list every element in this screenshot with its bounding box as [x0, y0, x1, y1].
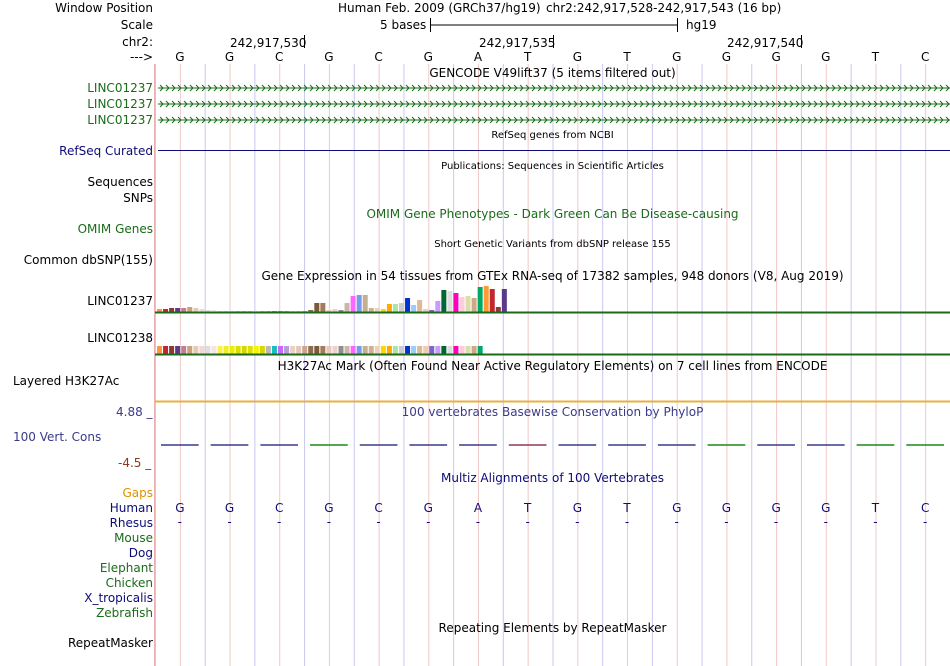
- gtex-gene-1-bar: [490, 289, 495, 312]
- sequence-base: C: [374, 50, 383, 64]
- multiz-gaps-label[interactable]: Gaps: [122, 486, 153, 500]
- human-base: G: [175, 501, 185, 515]
- species-dog-label[interactable]: Dog: [128, 546, 153, 560]
- gtex-gene-2-bar: [193, 346, 198, 354]
- rhesus-base: -: [922, 515, 928, 529]
- gtex-gene-2-bar: [387, 346, 392, 354]
- db-text: hg19: [686, 18, 717, 32]
- publications-label-snps[interactable]: SNPs: [123, 191, 153, 205]
- gtex-gene-1-bar: [472, 298, 477, 312]
- h3k27ac-track-title[interactable]: H3K27Ac Mark (Often Found Near Active Regulatory Elements) on 7 cell lines from ENCODE: [277, 359, 828, 373]
- gtex-gene-2-bar: [393, 346, 398, 354]
- refseq-label[interactable]: RefSeq Curated: [59, 144, 153, 158]
- species-xtropicalis-label[interactable]: X_tropicalis: [84, 591, 153, 605]
- gtex-gene-1-bar: [320, 303, 325, 312]
- h3k27ac-label[interactable]: Layered H3K27Ac: [13, 374, 120, 388]
- gtex-gene-2-bar: [218, 346, 223, 354]
- omim-label[interactable]: OMIM Genes: [77, 222, 153, 236]
- gtex-gene-1-bar: [393, 304, 398, 312]
- sequence-base: C: [275, 50, 284, 64]
- gtex-gene-2-bar: [314, 346, 319, 354]
- gencode-item-3[interactable]: LINC01237: [87, 113, 153, 127]
- sequence-base: G: [175, 50, 185, 64]
- rhesus-base: -: [773, 515, 779, 529]
- window-position-label: Window Position: [55, 1, 153, 15]
- gtex-gene-1-bar: [187, 307, 192, 312]
- rhesus-base: -: [177, 515, 183, 529]
- human-base: G: [324, 501, 334, 515]
- gtex-gene-2-bar: [411, 346, 416, 354]
- gtex-gene-2-bar: [351, 346, 356, 354]
- gtex-gene-1-bar: [484, 286, 489, 312]
- sequence-base: G: [672, 50, 682, 64]
- gtex-gene-2-bar: [187, 346, 192, 354]
- gtex-gene-1-bar: [181, 308, 186, 312]
- gtex-gene-2-bar: [441, 346, 446, 354]
- gtex-gene-2-bar: [375, 346, 380, 354]
- gtex-gene-2-bar: [417, 346, 422, 354]
- position-text[interactable]: chr2:242,917,528-242,917,543 (16 bp): [546, 1, 782, 15]
- gtex-gene-2-bar: [272, 346, 277, 354]
- gtex-gene-2-bar: [429, 346, 434, 354]
- coord-label-3: 242,917,540: [727, 36, 804, 50]
- gtex-gene-1-bar: [435, 301, 440, 312]
- gtex-gene-1-bar: [387, 304, 392, 312]
- scale-label: Scale: [120, 18, 153, 32]
- human-base: C: [275, 501, 284, 515]
- sequence-base: C: [920, 50, 930, 64]
- rhesus-base: -: [724, 515, 729, 529]
- sequence-base: G: [771, 50, 781, 64]
- dbsnp-label[interactable]: Common dbSNP(155): [23, 253, 153, 267]
- gtex-gene-1-bar: [314, 303, 319, 312]
- gtex-gene-2-bar: [381, 346, 386, 354]
- dbsnp-track-title[interactable]: Short Genetic Variants from dbSNP release 155: [434, 239, 671, 250]
- gtex-gene-1-bar: [369, 308, 374, 312]
- human-base: C: [374, 501, 383, 515]
- gtex-gene-2-bar: [423, 346, 428, 354]
- sequence-base: G: [324, 50, 334, 64]
- gtex-gene-2-bar: [332, 346, 337, 354]
- gtex-gene-1-bar: [345, 303, 350, 312]
- gtex-gene-2-bar: [296, 346, 301, 354]
- gtex-gene-1-bar: [478, 287, 483, 312]
- rhesus-base: -: [525, 515, 530, 529]
- gtex-gene-1-bar: [502, 289, 507, 312]
- gtex-gene-2-label[interactable]: LINC01238: [87, 331, 153, 345]
- species-human-label[interactable]: Human: [109, 501, 153, 515]
- gtex-gene-2-bar: [345, 346, 350, 354]
- sequence-base: T: [871, 50, 880, 64]
- gtex-gene-2-bar: [399, 346, 404, 354]
- species-chicken-label[interactable]: Chicken: [105, 576, 153, 590]
- species-rhesus-label[interactable]: Rhesus: [109, 516, 153, 530]
- gtex-gene-1-bar: [399, 303, 404, 312]
- sequence-base: G: [721, 50, 732, 64]
- rhesus-base: -: [475, 515, 481, 529]
- gtex-gene-1-bar: [169, 308, 174, 312]
- gtex-gene-2-bar: [363, 346, 368, 354]
- sequence-base: G: [423, 50, 433, 64]
- gtex-gene-1-bar: [351, 296, 356, 312]
- gtex-gene-1-bar: [496, 307, 501, 312]
- sequence-base: A: [473, 50, 483, 64]
- gtex-gene-1-bar: [363, 295, 368, 312]
- species-mouse-label[interactable]: Mouse: [114, 531, 153, 545]
- gtex-gene-2-bar: [478, 346, 483, 354]
- phylop-label[interactable]: 100 Vert. Cons: [13, 430, 102, 444]
- gtex-gene-1-bar: [357, 295, 362, 312]
- phylop-min-label: -4.5 _: [118, 456, 152, 470]
- gtex-gene-1-bar: [453, 293, 458, 312]
- gtex-gene-2-bar: [230, 346, 235, 354]
- gencode-item-2[interactable]: LINC01237: [87, 97, 153, 111]
- gtex-gene-1-bar: [375, 308, 380, 312]
- rhesus-base: -: [873, 515, 878, 529]
- rhesus-base: -: [376, 515, 381, 529]
- coord-label-1: 242,917,530: [230, 36, 307, 50]
- omim-track-title[interactable]: OMIM Gene Phenotypes - Dark Green Can Be Disease-causing: [366, 207, 739, 221]
- gtex-gene-2-bar: [242, 346, 247, 354]
- gtex-gene-2-bar: [326, 346, 331, 354]
- rhesus-base: -: [823, 515, 828, 529]
- human-base: G: [672, 501, 682, 515]
- gtex-gene-2-bar: [369, 346, 374, 354]
- human-base: A: [473, 501, 483, 515]
- gtex-gene-2-bar: [266, 346, 271, 354]
- gtex-gene-1-label[interactable]: LINC01237: [87, 294, 153, 308]
- gtex-gene-1-bar: [466, 296, 471, 312]
- gtex-gene-2-bar: [308, 346, 313, 354]
- gtex-gene-2-bar: [466, 346, 471, 354]
- gtex-gene-1-bar: [460, 297, 465, 312]
- publications-label-sequences[interactable]: Sequences: [87, 175, 153, 189]
- refseq-track-title[interactable]: RefSeq genes from NCBI: [491, 130, 614, 141]
- human-base: G: [572, 501, 582, 515]
- gtex-gene-2-bar: [260, 346, 265, 354]
- species-elephant-label[interactable]: Elephant: [99, 561, 153, 575]
- phylop-max-label: 4.88 _: [116, 405, 153, 419]
- rhesus-base: -: [624, 515, 630, 529]
- gtex-gene-2-bar: [460, 346, 465, 354]
- gtex-gene-1-bar: [175, 308, 180, 312]
- gtex-gene-2-bar: [435, 346, 440, 354]
- sequence-base: T: [623, 50, 631, 64]
- gtex-gene-1-bar: [417, 300, 422, 312]
- gtex-gene-2-bar: [199, 346, 204, 354]
- chrom-label: chr2:: [122, 35, 153, 49]
- sequence-base: G: [224, 50, 235, 64]
- gtex-gene-1-bar: [441, 290, 446, 312]
- gtex-gene-2-bar: [357, 346, 362, 354]
- gtex-track-title[interactable]: Gene Expression in 54 tissues from GTEx RNA-seq of 17382 samples, 948 donors (V8, Aug 2019): [261, 269, 844, 283]
- gtex-gene-2-bar: [453, 346, 458, 354]
- gencode-track-title[interactable]: GENCODE V49lift37 (5 items filtered out): [429, 66, 676, 80]
- gtex-gene-2-bar: [302, 346, 307, 354]
- rhesus-base: -: [326, 515, 332, 529]
- gtex-gene-2-bar: [248, 346, 253, 354]
- gtex-gene-2-bar: [405, 346, 410, 354]
- gtex-gene-2-bar: [163, 346, 168, 354]
- scale-text: 5 bases: [380, 18, 427, 32]
- human-base: T: [871, 501, 880, 515]
- human-base: G: [423, 501, 433, 515]
- gtex-gene-2-bar: [181, 346, 186, 354]
- gtex-gene-2-bar: [290, 346, 295, 354]
- rhesus-base: -: [426, 515, 431, 529]
- gencode-item-1[interactable]: LINC01237: [87, 81, 153, 95]
- gtex-gene-2-bar: [211, 346, 216, 354]
- phylop-track-title[interactable]: 100 vertebrates Basewise Conservation by PhyloP: [401, 405, 704, 419]
- coord-label-2: 242,917,535: [479, 36, 556, 50]
- gtex-gene-2-bar: [157, 346, 162, 354]
- sequence-base: T: [523, 50, 532, 64]
- assembly-text: Human Feb. 2009 (GRCh37/hg19): [338, 1, 541, 15]
- human-base: G: [721, 501, 732, 515]
- human-base: T: [623, 501, 631, 515]
- human-base: G: [821, 501, 831, 515]
- gtex-gene-2-bar: [447, 346, 452, 354]
- human-base: G: [771, 501, 781, 515]
- human-base: C: [920, 501, 930, 515]
- repeatmasker-label[interactable]: RepeatMasker: [67, 636, 153, 650]
- gtex-gene-2-bar: [169, 346, 174, 354]
- rhesus-base: -: [575, 515, 580, 529]
- publications-track-title[interactable]: Publications: Sequences in Scientific Articles: [441, 161, 664, 172]
- gtex-gene-2-bar: [205, 346, 210, 354]
- species-zebrafish-label[interactable]: Zebrafish: [96, 606, 153, 620]
- repeatmasker-track-title[interactable]: Repeating Elements by RepeatMasker: [438, 621, 667, 635]
- gtex-gene-1-bar: [193, 308, 198, 312]
- gtex-gene-1-bar: [411, 305, 416, 312]
- gtex-gene-2-bar: [284, 346, 289, 354]
- strand-label: --->: [129, 50, 153, 64]
- rhesus-base: -: [277, 515, 282, 529]
- rhesus-base: -: [674, 515, 679, 529]
- gtex-gene-2-bar: [339, 346, 344, 354]
- gtex-gene-2-bar: [224, 346, 229, 354]
- human-base: T: [523, 501, 532, 515]
- gtex-gene-1-bar: [405, 298, 410, 312]
- rhesus-base: -: [227, 515, 232, 529]
- gtex-gene-2-bar: [236, 346, 241, 354]
- multiz-track-title[interactable]: Multiz Alignments of 100 Vertebrates: [440, 471, 665, 485]
- gtex-gene-1-bar: [447, 291, 452, 312]
- gtex-gene-2-bar: [278, 346, 283, 354]
- gtex-gene-2-bar: [320, 346, 325, 354]
- sequence-base: G: [821, 50, 831, 64]
- sequence-base: G: [572, 50, 582, 64]
- human-base: G: [224, 501, 235, 515]
- gtex-gene-2-bar: [472, 346, 477, 354]
- gtex-gene-2-bar: [254, 346, 259, 354]
- gtex-gene-2-bar: [175, 346, 180, 354]
